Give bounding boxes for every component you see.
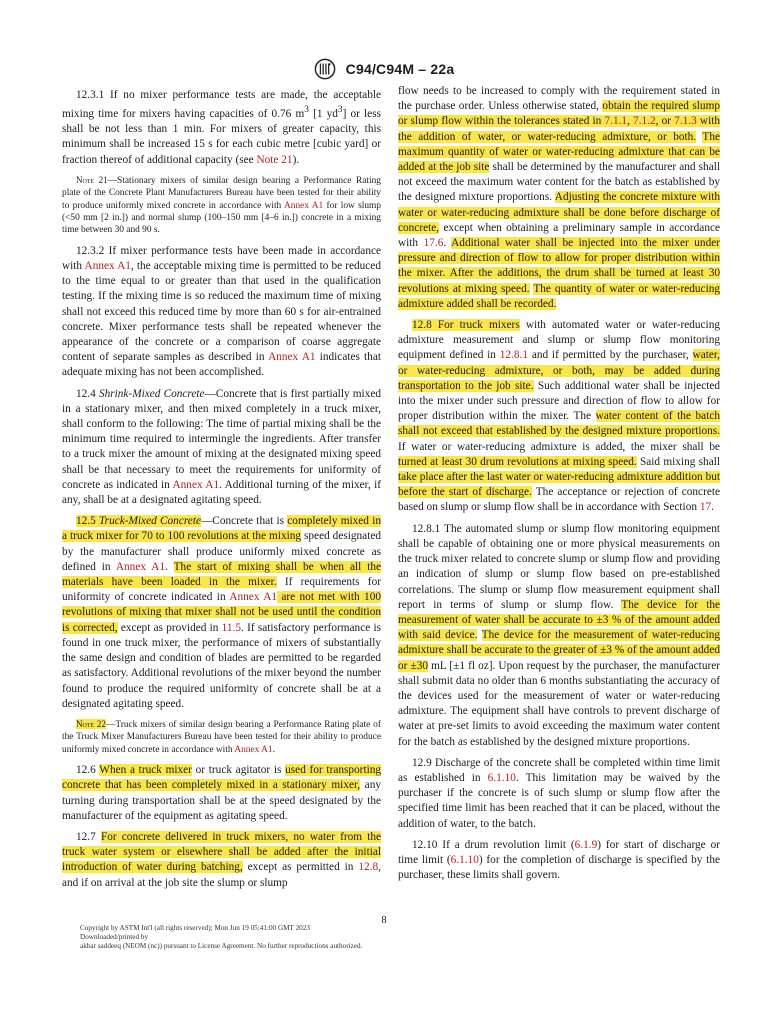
section-17-6-link[interactable]: 17.6: [423, 237, 444, 250]
paragraph-12-8-1: 12.8.1 The automated slump or slump flow monitoring equipment shall be capable of obtaining one or more physical measurements on the truck mixer related to concrete slump or slump flow and providing an indication of slump or slump flow based on pre-established correlations. The slump or slump flow measurement equipment shall report in terms of slump or slump flow. The device for the measurement of water shall be accurate to ±3 % of the amount added with said device. The device for the measurement of water-reducing admixture shall be accurate to the greater of ±3 % of the amount added or ±30 mL [±1 fl oz]. Upon request by the purchaser, the manufacturer shall submit data no older than 6 months substantiating the accuracy of the devices used for the measurement of water or water-reducing admixture. The equipment shall have controls to prevent discharge of water at pre-set limits to avoid exceeding the maximum water content for the batch as established by the designed mixture proportions.: [398, 522, 721, 748]
paragraph-12-7-continued: flow needs to be increased to comply with the requirement stated in the purchase order. Unless otherwise stated, obtain the required slump or slump flow within the tolerances stated in 7.1.1, 7.1.2, or 7.1.3 with the addition of water, or water-reducing admixture, or both. The maximum quantity of water or water-reducing admixture that can be added at the job site shall be determined by the manufacturer and shall not exceed the maximum water content for the batch as established by the designed mixture proportions. Adjusting the concrete mixture with water or water-reducing admixture shall be done before discharge of concrete, except when obtaining a preliminary sample in accordance with 17.6. Additional water shall be injected into the mixer under pressure and direction of flow to allow for proper distribution within the mixer. After the additions, the drum shall be turned at least 30 revolutions at mixing speed. The quantity of water or water-reducing admixture added shall be recorded.: [398, 85, 721, 310]
page-number: 8: [381, 915, 387, 926]
paragraph-12-3-1: 12.3.1 If no mixer performance tests are made, the acceptable mixing time for mixers having capacities of 0.76 $m^3$ [1 $yd^3$] or less shall be not less than 1 min. For mixers of greater capacity, this minimum shall be increased 15 s for each cubic metre [cubic yard] or fraction thereof of additional capacity (see Note 21).: [62, 89, 381, 166]
section-7-1-3-link[interactable]: 7.1.3: [674, 115, 697, 128]
section-7-1-1-link[interactable]: 7.1.1: [604, 115, 628, 128]
footer-download-line: Downloaded/printed by: [80, 933, 149, 941]
page-header: [0, 58, 768, 80]
copyright-footer: [80, 924, 400, 951]
section-6-1-9-link[interactable]: 6.1.9: [574, 838, 598, 851]
note-21-link[interactable]: Note 21: [256, 153, 293, 166]
left-column: [62, 88, 381, 897]
annex-a1-link[interactable]: Annex A1: [229, 591, 278, 604]
annex-a1-link[interactable]: Annex A1: [172, 478, 220, 491]
section-6-1-10-link[interactable]: 6.1.10: [450, 853, 479, 866]
annex-a1-link[interactable]: Annex A1: [115, 560, 166, 573]
standard-code: C94/C94M – 22a: [345, 61, 455, 77]
annex-a1-link[interactable]: Annex A1: [84, 260, 131, 273]
annex-a1-link[interactable]: Annex A1: [284, 200, 324, 211]
astm-logo-icon: [314, 58, 336, 80]
note-21: Note 21—Stationary mixers of similar design bearing a Performance Rating plate of the Concrete Plant Manufacturers Bureau have been tested for their ability to produce uniformly mixed concrete in accordance with Annex A1 for low slump (<50 mm [2 in.]) and normal slump (100–150 mm [4–6 in.]) concrete in a mixing time between 30 and 90 s.: [62, 174, 381, 236]
section-17-link[interactable]: 17: [699, 501, 712, 514]
paragraph-12-8: 12.8 For truck mixers with automated water or water-reducing admixture measurement and slump or slump flow monitoring equipment defined in 12.8.1 and if permitted by the purchaser, water, or water-reducing admixture, or both, may be added during transportation to the job site. Such additional water shall be injected into the mixer under such pressure and direction of flow to allow for proper distribution within the mixer. The water content of the batch shall not exceed that established by the designed mixture proportions. If water or water-reducing admixture is added, the mixer shall be turned at least 30 drum revolutions at mixing speed. Said mixing shall take place after the last water or water-reducing admixture addition but before the start of discharge. The acceptance or rejection of concrete based on slump or slump flow shall be in accordance with Section 17.: [398, 319, 721, 514]
section-12-8-link[interactable]: 12.8: [358, 861, 379, 874]
section-11-5-link[interactable]: 11.5: [221, 621, 242, 634]
paragraph-12-6: 12.6 When a truck mixer or truck agitator is used for transporting concrete that has been completely mixed in a stationary mixer, any turning during transportation shall be at the speed designated by the manufacturer of the equipment as agitating speed.: [62, 764, 382, 822]
section-6-1-10-link[interactable]: 6.1.10: [487, 771, 516, 784]
paragraph-12-3-2: 12.3.2 If mixer performance tests have been made in accordance with Annex A1, the acceptable mixing time is permitted to be reduced to the time equal to or greater than that used in the qualification testing. If the mixing time is so reduced the maximum time of mixing shall not exceed this reduced time by more than 60 s for air-entrained concrete. Mixer performance tests shall be repeated whenever the appearance of the concrete or a comparison of coarse aggregate content of separate samples as described in Annex A1 indicates that adequate mixing has not been accomplished.: [62, 244, 381, 379]
section-7-1-2-link[interactable]: 7.1.2: [633, 115, 656, 128]
paragraph-12-9: 12.9 Discharge of the concrete shall be completed within time limit as established in 6.1.10. This limitation may be waived by the purchaser if the concrete is of such slump or slump flow after the specified time limit has been reached that it can be placed, without the addition of water, to the batch.: [398, 756, 720, 830]
paragraph-12-10: 12.10 If a drum revolution limit (6.1.9) for start of discharge or time limit (6.1.10) for the completion of discharge is specified by the purchaser, these limits shall govern.: [398, 838, 720, 882]
paragraph-12-7: 12.7 For concrete delivered in truck mixers, no water from the truck water system or elsewhere shall be added after the initial introduction of water during batching, except as permitted in 12.8, and if on arrival at the job site the slump or slump: [62, 830, 382, 889]
paragraph-12-4: 12.4 Shrink-Mixed Concrete—Concrete that is first partially mixed in a stationary mixer, and then mixed completely in a truck mixer, shall conform to the following: The time of partial mixing shall be the minimum time required to intermingle the ingredients. After transfer to a truck mixer the amount of mixing at the designated mixing speed shall be that necessary to meet the requirements for uniformity of concrete as indicated in Annex A1. Additional turning of the mixer, if any, shall be at a designated agitating speed.: [62, 387, 382, 507]
annex-a1-link[interactable]: Annex A1: [234, 744, 273, 755]
footer-copyright-line: Copyright by ASTM Int'l (all rights reserved); Mon Jun 19 05:41:00 GMT 2023: [80, 924, 310, 932]
note-22: Note 22—Truck mixers of similar design bearing a Performance Rating plate of the Truck Mixer Manufacturers Bureau have been tested for their ability to produce uniformly mixed concrete in accordance with Annex A1.: [62, 718, 381, 755]
right-column: [398, 84, 720, 889]
footer-license-line: akbar saddeeq (NEOM (nc)) pursuant to License Agreement. No further reproductions authorized.: [80, 942, 363, 950]
paragraph-12-5: 12.5 Truck-Mixed Concrete—Concrete that is completely mixed in a truck mixer for 70 to 100 revolutions at the mixing speed designated by the manufacturer shall produce uniformly mixed concrete as defined in Annex A1. The start of mixing shall be when all the materials have been loaded in the mixer. If requirements for uniformity of concrete indicated in Annex A1 are not met with 100 revolutions of mixing that mixer shall not be used until the condition is corrected, except as provided in 11.5. If satisfactory performance is found in one truck mixer, the performance of mixers of substantially the same design and condition of blades are permitted to be regarded as satisfactory. Additional revolutions of the mixer beyond the number found to produce the required uniformity of concrete shall be at a designated agitating speed.: [62, 515, 381, 710]
annex-a1-link[interactable]: Annex A1: [268, 351, 316, 364]
section-12-8-1-link[interactable]: 12.8.1: [499, 349, 529, 362]
